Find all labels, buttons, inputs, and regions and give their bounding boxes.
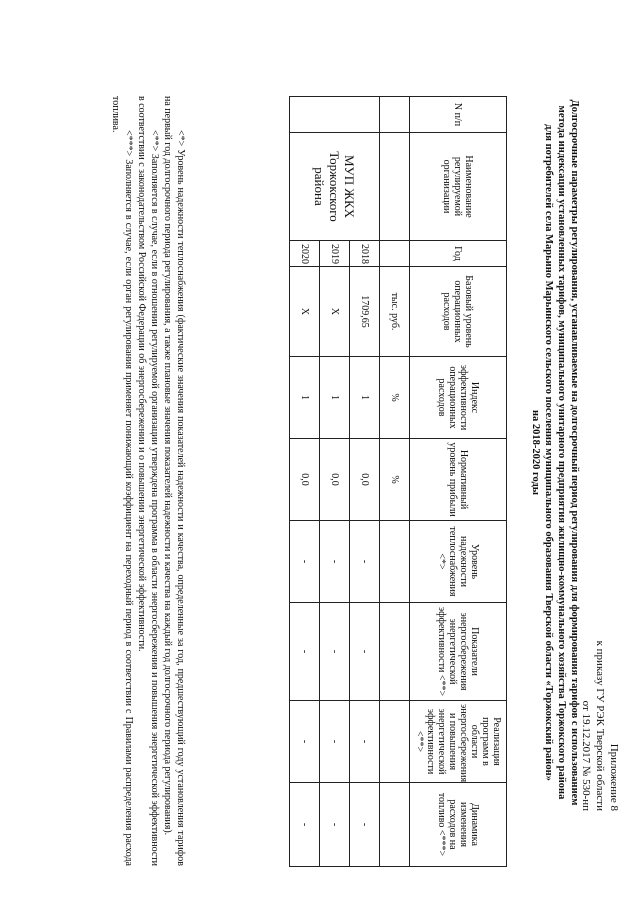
parameters-table: [289, 96, 507, 867]
cell-fuel-dynamics: -: [290, 783, 320, 867]
cell-year: 2020: [290, 241, 320, 267]
appendix-block: [579, 641, 621, 811]
cell-energy-indicators: -: [320, 603, 350, 701]
cell-reliability: -: [320, 521, 350, 603]
cell-profit-level: 0,0: [320, 439, 350, 521]
cell: [380, 133, 410, 241]
cell: [380, 603, 410, 701]
unit-base-costs: тыс. руб.: [380, 267, 410, 357]
cell-base-costs: 1709,65: [350, 267, 380, 357]
appendix-line-3: от 19.12.2017 № 530-нп: [580, 700, 592, 811]
col-header-organization: Наименование регулируемой организации: [410, 133, 507, 241]
appendix-line-2: к приказу ГУ РЭК Тверской области: [594, 640, 606, 811]
col-header-number: N п/п: [410, 97, 507, 133]
cell-reliability: -: [350, 521, 380, 603]
cell-energy-programs: -: [320, 701, 350, 783]
appendix-line-1: Приложение 8: [608, 743, 620, 811]
table-header-row: [410, 97, 507, 867]
cell: [380, 241, 410, 267]
cell: [380, 97, 410, 133]
unit-efficiency-index: %: [380, 357, 410, 439]
cell: [380, 783, 410, 867]
footnotes: [109, 96, 187, 866]
footnote-3: <***> Заполняется в случае, если орган регулирования применяет понижающий коэффициент на переходный период в соответствии с Правилами распределения расхода топлива.: [110, 96, 134, 866]
cell-energy-indicators: -: [350, 603, 380, 701]
col-header-efficiency-index: Индекс эффективности операционных расходов: [410, 357, 507, 439]
cell-profit-level: 0,0: [290, 439, 320, 521]
cell-base-costs: Х: [320, 267, 350, 357]
cell-fuel-dynamics: -: [350, 783, 380, 867]
cell-organization: МУП ЖКХ Торжокского района: [290, 133, 380, 241]
title-line-1: Долгосрочные параметры регулирования, устанавливаемые на долгосрочный период регулирования для формирования тарифов с использованием: [569, 99, 580, 806]
cell-energy-indicators: -: [290, 603, 320, 701]
cell: [380, 701, 410, 783]
cell-year: 2019: [320, 241, 350, 267]
footnote-2: <**> Заполняется в случае, если в отношении регулируемой организации утверждена программа в области энергосбережения и повышения энергетической эффективности в соответствии с законодательством Российской Федерации об энергосбережении и о повышении энергетической эффективности.: [136, 96, 160, 866]
cell-efficiency-index: 1: [320, 357, 350, 439]
cell: [380, 521, 410, 603]
table-row: [350, 97, 380, 867]
cell-efficiency-index: 1: [290, 357, 320, 439]
cell-energy-programs: -: [350, 701, 380, 783]
cell-base-costs: Х: [290, 267, 320, 357]
title-line-4: на 2018-2020 годы: [530, 409, 541, 495]
col-header-energy-indicators: Показатели энергосбережения энергетической эффективности <**>: [410, 603, 507, 701]
col-header-fuel-dynamics: Динамика изменения расходов на топливо <***>: [410, 783, 507, 867]
col-header-profit-level: Нормативный уровень прибыли: [410, 439, 507, 521]
col-header-reliability: Уровень надежности теплоснабжения <*>: [410, 521, 507, 603]
col-header-base-costs: Базовый уровень операционных расходов: [410, 267, 507, 357]
cell-fuel-dynamics: -: [320, 783, 350, 867]
cell-profit-level: 0,0: [350, 439, 380, 521]
cell-number: [290, 97, 380, 133]
cell-year: 2018: [350, 241, 380, 267]
unit-profit-level: %: [380, 439, 410, 521]
cell-reliability: -: [290, 521, 320, 603]
cell-energy-programs: -: [290, 701, 320, 783]
col-header-energy-programs: Реализация программ в области энергосбережения и повышения энергетической эффективности <**>: [410, 701, 507, 783]
title-line-2: метода индексации установленных тарифов, муниципального унитарного предприятия жилищно-коммунального хозяйства Торжокского района: [556, 105, 567, 800]
document-title: [529, 80, 581, 825]
title-line-3: для потребителей села Марьино Марьинского сельского поселения муниципального образования Тверской области «Торжокский район»: [543, 124, 554, 781]
footnote-1: <*> Уровень надежности теплоснабжения (фактические значения показателей надежности и качества, определенные за год, предшествующий году установления тарифов на первый год долгосрочного периода регулирования, а также плановые значения показателей надежности и качества на каждый год долгосрочного периода регулирования).: [162, 96, 186, 866]
col-header-year: Год: [410, 241, 507, 267]
table-units-row: [380, 97, 410, 867]
cell-efficiency-index: 1: [350, 357, 380, 439]
